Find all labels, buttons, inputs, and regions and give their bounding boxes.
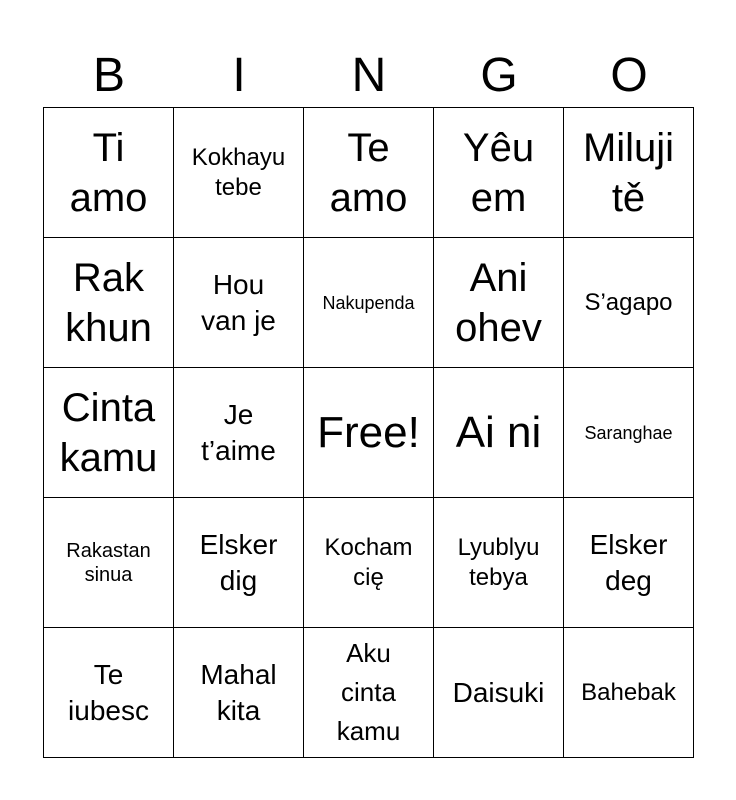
bingo-cell[interactable] [434,238,564,368]
bingo-cell[interactable] [304,238,434,368]
cell-text: Je t’aime [201,398,276,466]
cell-text: Free! [317,407,420,457]
bingo-cell[interactable] [44,628,174,758]
bingo-cell[interactable] [434,498,564,628]
bingo-cell[interactable] [174,238,304,368]
cell-text: Bahebak [581,678,676,706]
bingo-cell[interactable] [44,238,174,368]
bingo-cell[interactable] [304,108,434,238]
cell-text: Rakastan sinua [66,539,151,586]
cell-text: Elsker dig [199,528,278,596]
bingo-cell[interactable] [44,498,174,628]
cell-text: Mahal kita [200,658,277,726]
bingo-cell[interactable] [564,238,694,368]
header-letter-o: O [610,49,648,102]
bingo-grid [43,107,694,758]
bingo-cell[interactable] [434,368,564,498]
cell-text: Aku cinta kamu [336,638,401,746]
cell-text: S’agapo [584,288,673,316]
cell-text: Elsker deg [589,528,668,596]
bingo-cell[interactable] [564,108,694,238]
cell-text: Saranghae [584,422,673,443]
bingo-cell[interactable] [564,628,694,758]
cell-text: Ani ohev [455,255,542,350]
cell-text: Nakupenda [322,292,415,313]
cell-text: Te iubesc [68,658,149,726]
cell-text: Ti amo [69,125,148,220]
free-cell[interactable] [304,368,434,498]
bingo-cell[interactable] [174,368,304,498]
cell-text: Miluji tě [582,125,675,220]
header-letter-b: B [92,49,125,102]
bingo-cell[interactable] [564,368,694,498]
bingo-cell[interactable] [44,108,174,238]
header-letter-g: G [480,49,518,102]
bingo-cell[interactable] [44,368,174,498]
cell-text: Kocham cię [324,533,413,591]
bingo-header [44,44,694,108]
cell-text: Hou van je [201,268,276,336]
bingo-cell[interactable] [434,628,564,758]
cell-text: Daisuki [452,676,545,708]
cell-text: Cinta kamu [59,385,158,480]
header-letter-n: N [351,49,387,102]
cell-text: Yêu em [462,125,535,220]
bingo-cell[interactable] [304,628,434,758]
header-letter-i: I [232,49,246,102]
bingo-cell[interactable] [174,498,304,628]
cell-text: Kokhayu tebe [191,143,286,201]
cell-text: Te amo [329,125,408,220]
bingo-cell[interactable] [564,498,694,628]
cell-text: Ai ni [455,407,542,457]
bingo-cell[interactable] [174,108,304,238]
bingo-cell[interactable] [304,498,434,628]
bingo-cell[interactable] [434,108,564,238]
cell-text: Rak khun [65,255,152,350]
cell-text: Lyublyu tebya [457,533,540,591]
bingo-cell[interactable] [174,628,304,758]
